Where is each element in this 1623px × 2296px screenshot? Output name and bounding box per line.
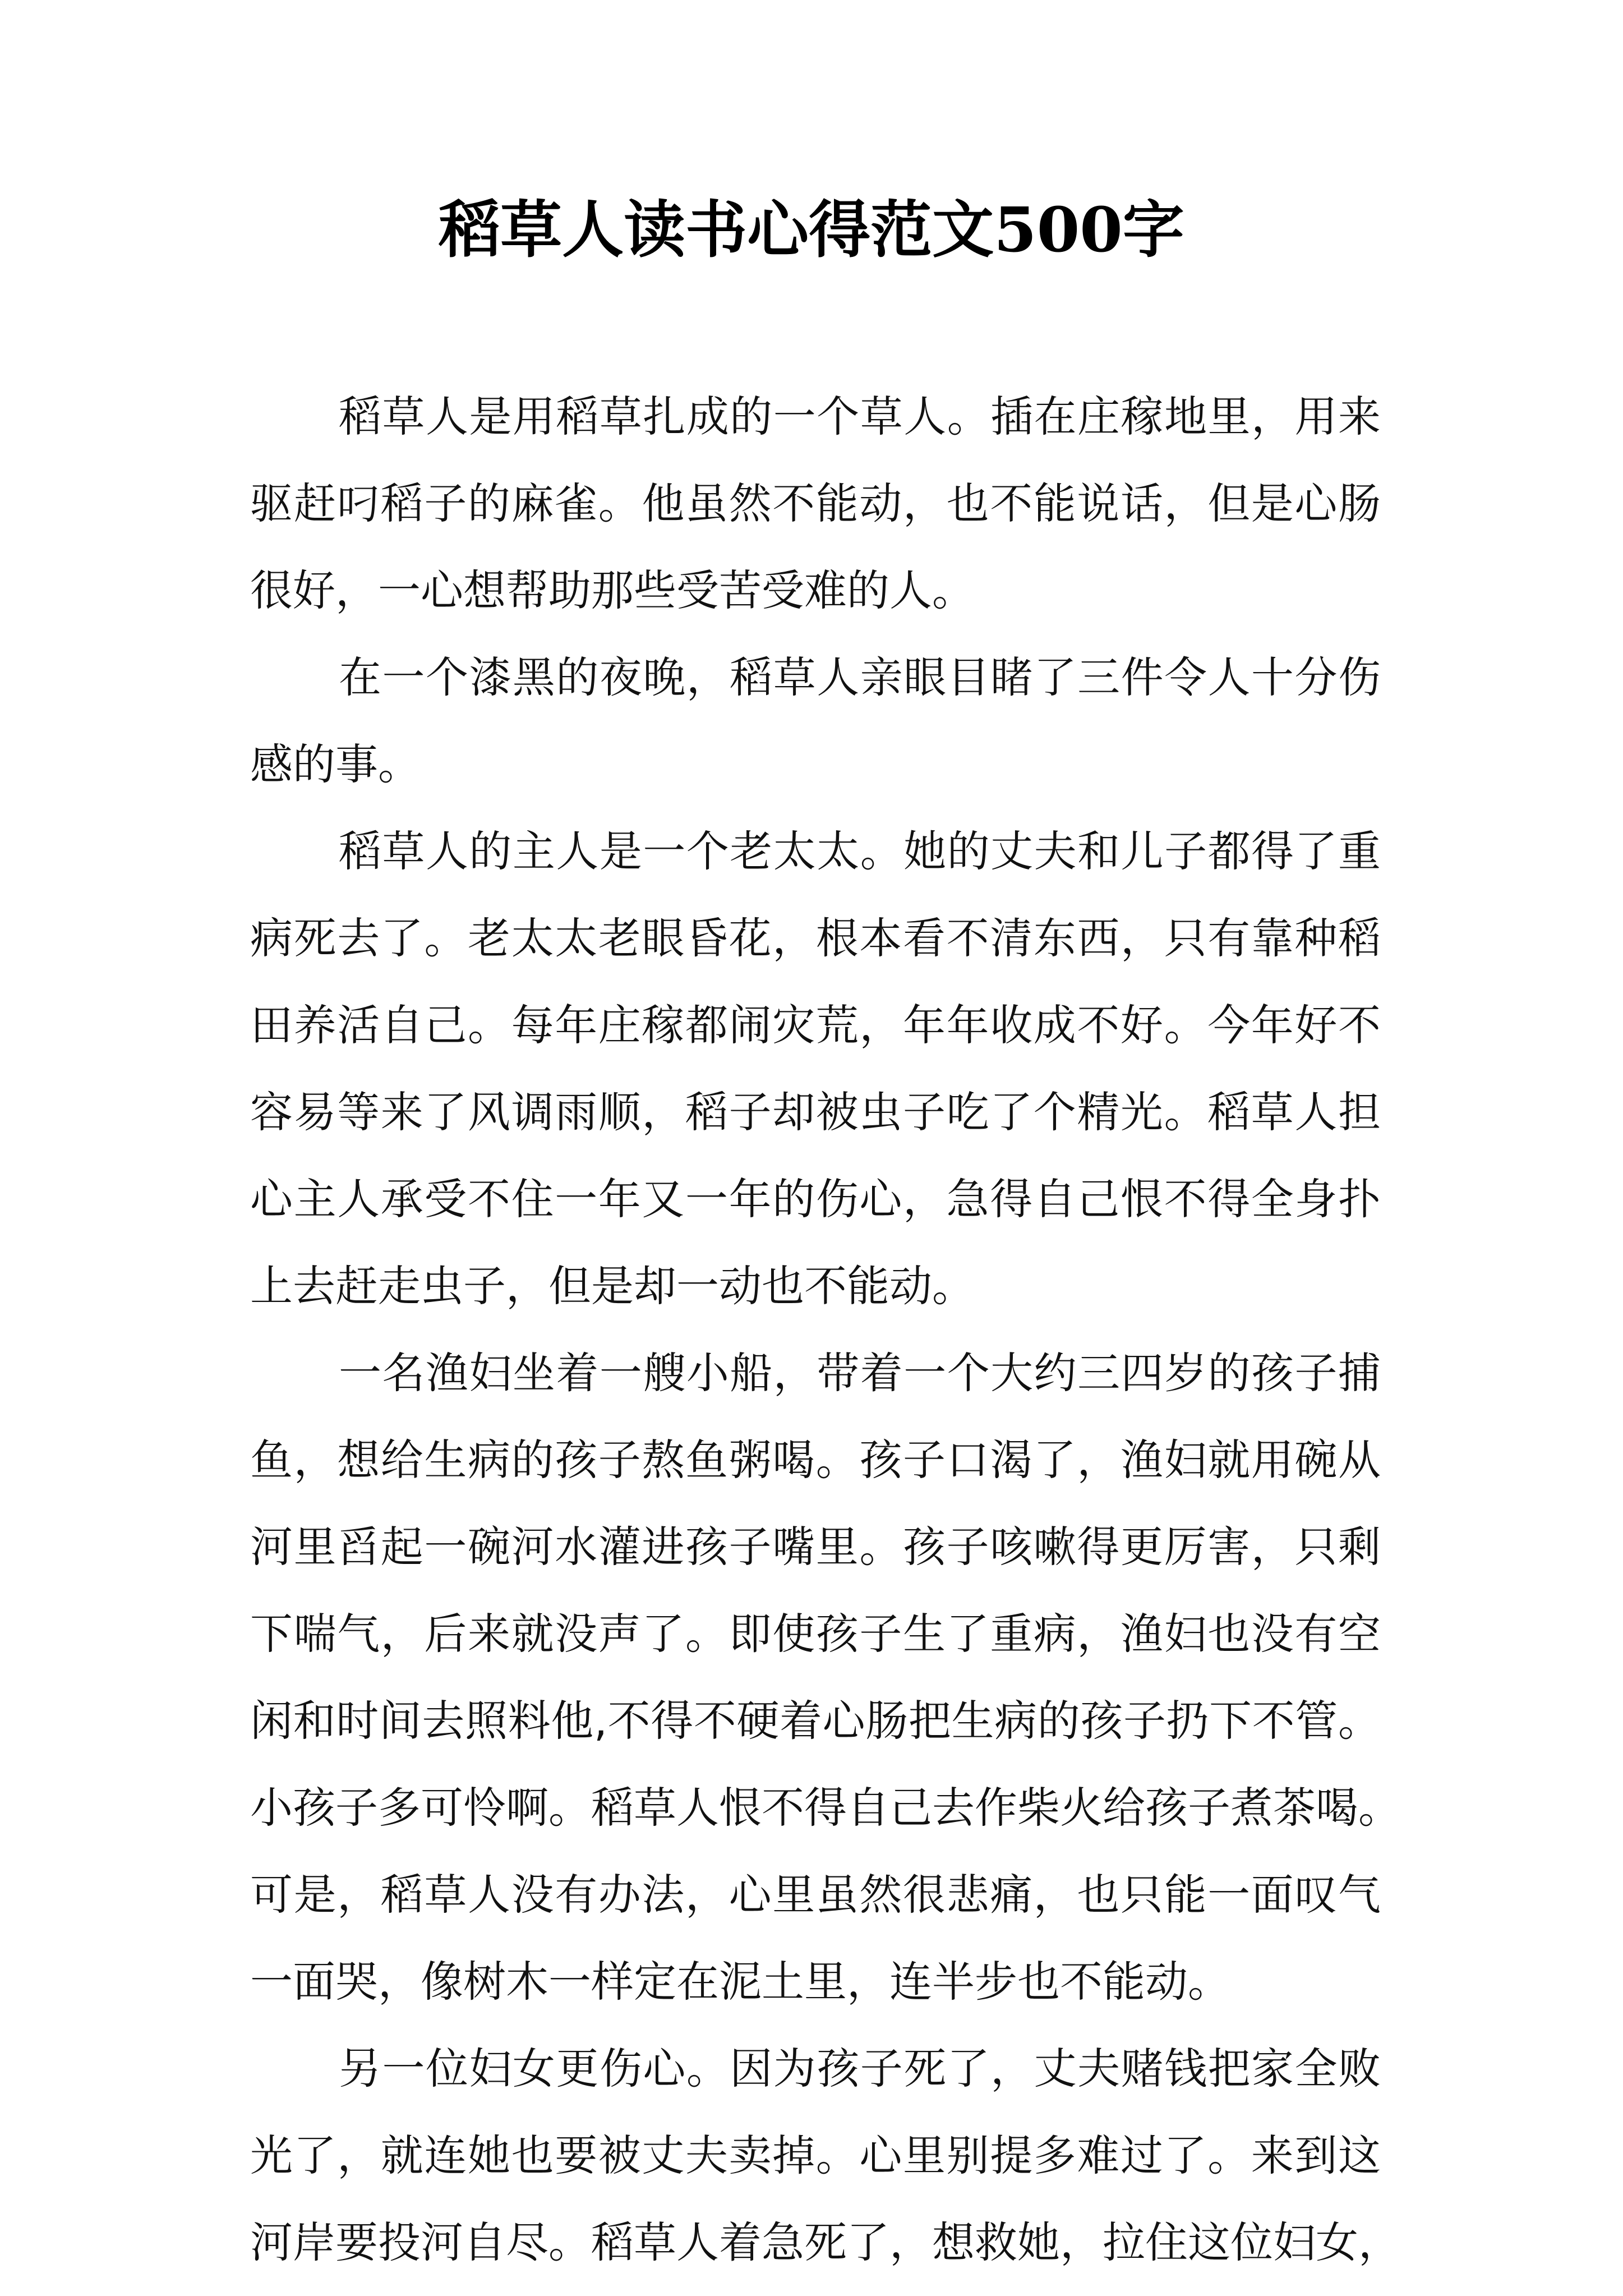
document-body — [250, 373, 1401, 2286]
text-line: 可是，稻草人没有办法，心里虽然很悲痛，也只能一面叹气 — [250, 1870, 1381, 1920]
paragraph-old-lady — [250, 808, 1381, 1329]
text-line: 稻草人的主人是一个老太太。她的丈夫和儿子都得了重 — [339, 826, 1381, 876]
text-line: 上去赶走虫子，但是却一动也不能动。 — [250, 1261, 975, 1311]
paragraph-scarecrow-intro — [250, 373, 1381, 634]
paragraph-dark-night — [250, 634, 1381, 808]
text-line: 河岸要投河自尽。稻草人着急死了，想救她，拉住这位妇女， — [250, 2217, 1401, 2267]
text-line: 病死去了。老太太老眼昏花，根本看不清东西，只有靠种稻 — [250, 913, 1381, 963]
text-line: 一面哭，像树木一样定在泥土里，连半步也不能动。 — [250, 1957, 1230, 2007]
text-line: 河里舀起一碗河水灌进孩子嘴里。孩子咳嗽得更厉害，只剩 — [250, 1522, 1381, 1572]
text-line: 田养活自己。每年庄稼都闹灾荒，年年收成不好。今年好不 — [250, 1000, 1381, 1050]
text-line: 光了，就连她也要被丈夫卖掉。心里别提多难过了。来到这 — [250, 2131, 1381, 2180]
text-line: 下喘气，后来就没声了。即使孩子生了重病，渔妇也没有空 — [250, 1609, 1381, 1659]
text-line: 在一个漆黑的夜晚，稻草人亲眼目睹了三件令人十分伤 — [339, 652, 1381, 702]
text-line: 一名渔妇坐着一艘小船，带着一个大约三四岁的孩子捕 — [339, 1348, 1381, 1398]
paragraph-another-woman — [250, 2025, 1401, 2286]
text-line: 感的事。 — [250, 739, 421, 789]
text-line: 另一位妇女更伤心。因为孩子死了，丈夫赌钱把家全败 — [339, 2044, 1381, 2093]
text-line: 驱赶叼稻子的麻雀。他虽然不能动，也不能说话，但是心肠 — [250, 478, 1381, 528]
text-line: 小孩子多可怜啊。稻草人恨不得自己去作柴火给孩子煮茶喝。 — [250, 1783, 1401, 1833]
text-line: 很好，一心想帮助那些受苦受难的人。 — [250, 565, 975, 615]
text-line: 鱼，想给生病的孩子熬鱼粥喝。孩子口渴了，渔妇就用碗从 — [250, 1435, 1381, 1485]
text-line: 闲和时间去照料他,不得不硬着心肠把生病的孩子扔下不管。 — [250, 1696, 1381, 1746]
text-line: 稻草人是用稻草扎成的一个草人。插在庄稼地里，用来 — [339, 392, 1381, 441]
text-line: 心主人承受不住一年又一年的伤心，急得自己恨不得全身扑 — [250, 1174, 1381, 1224]
text-line: 容易等来了风调雨顺，稻子却被虫子吃了个精光。稻草人担 — [250, 1087, 1381, 1137]
paragraph-fisherwoman — [250, 1329, 1401, 2025]
document-title: 稻草人读书心得范文500字 — [439, 194, 1184, 266]
